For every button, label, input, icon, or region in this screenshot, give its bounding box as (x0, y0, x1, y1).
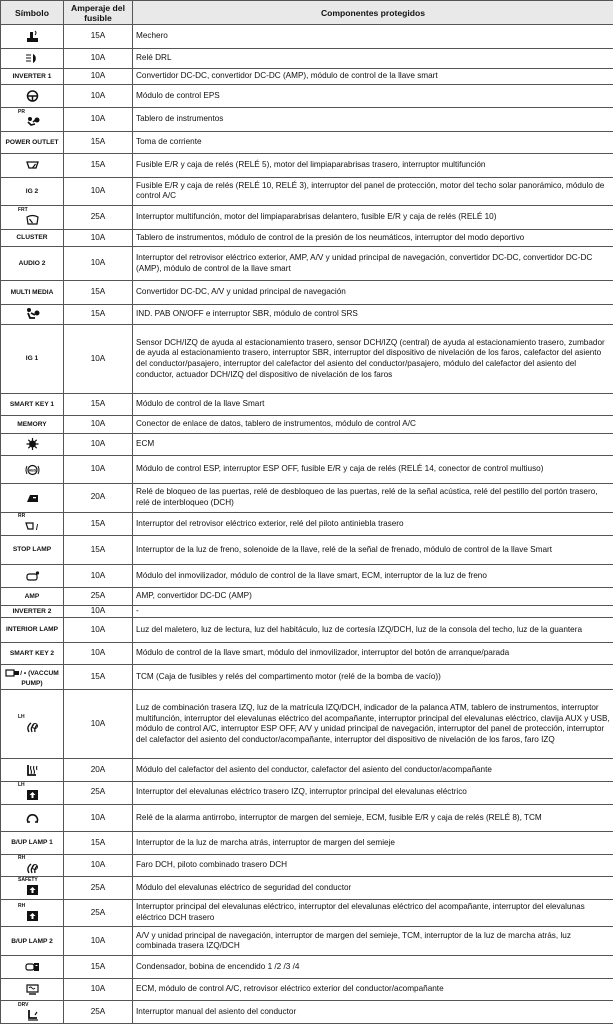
table-row (1, 154, 613, 178)
fuse-amperage: 10A (64, 433, 133, 456)
symbol-label: POWER OUTLET (5, 138, 59, 146)
fuse-symbol (1, 854, 64, 877)
table-row (1, 281, 613, 305)
protected-components: Interruptor manual del asiento del conductor (133, 1001, 613, 1024)
table-row (1, 854, 613, 877)
symbol-label: IG 2 (25, 187, 39, 195)
fuse-symbol (1, 832, 64, 855)
symbol-tag: RR (18, 513, 26, 520)
fuse-amperage: 25A (64, 206, 133, 230)
table-row (1, 927, 613, 956)
power-window-icon (25, 788, 40, 802)
fuse-amperage: 15A (64, 304, 133, 324)
protected-components: Módulo de control de la llave smart, módulo del inmovilizador, interruptor del botón de arranque/parada (133, 642, 613, 665)
protected-components: Interruptor multifunción, motor del limpiaparabrisas delantero, fusible E/R y caja de relés (RELÉ 10) (133, 206, 613, 230)
protected-components: Toma de corriente (133, 131, 613, 154)
fuse-amperage: 25A (64, 1001, 133, 1024)
protected-components: Módulo de control de la llave Smart (133, 393, 613, 416)
svg-text:/: / (35, 523, 38, 533)
ignition-coil-icon (25, 960, 40, 974)
fuse-symbol (1, 325, 64, 394)
fuse-amperage: 15A (64, 956, 133, 979)
protected-components: Interruptor principal del elevalunas eléctrico, interruptor del elevalunas eléctrico del acompañante, interruptor del elevalunas eléctrico DCH trasero (133, 899, 613, 927)
protected-components: Condensador, bobina de encendido 1 /2 /3 /4 (133, 956, 613, 979)
table-row (1, 131, 613, 154)
table-row (1, 665, 613, 690)
fuse-amperage: 10A (64, 605, 133, 617)
symbol-tag: PR (18, 108, 25, 115)
table-row (1, 177, 613, 206)
table-row (1, 304, 613, 324)
table-row (1, 956, 613, 979)
fuse-amperage: 10A (64, 247, 133, 281)
protected-components: Módulo de control ESP, interruptor ESP OFF, fusible E/R y caja de relés (RELÉ 14, conector de control multiuso) (133, 456, 613, 484)
fuse-symbol (1, 304, 64, 324)
symbol-label: CLUSTER (16, 234, 48, 242)
protected-components: Relé de la alarma antirrobo, interruptor de margen del semieje, ECM, fusible E/R y caja de relés (RELÉ 8), TCM (133, 804, 613, 832)
fuse-amperage: 10A (64, 177, 133, 206)
fuse-amperage: 20A (64, 483, 133, 512)
protected-components: ECM, módulo de control A/C, retrovisor eléctrico exterior del conductor/acompañante (133, 978, 613, 1001)
fuse-amperage: 15A (64, 512, 133, 536)
symbol-label: INVERTER 2 (12, 607, 52, 615)
symbol-label: IG 1 (25, 355, 39, 363)
fuse-symbol (1, 804, 64, 832)
fuse-amperage: 10A (64, 107, 133, 131)
rh-lamp-icon (25, 861, 40, 875)
table-row (1, 229, 613, 246)
header-symbol: Símbolo (1, 1, 64, 25)
table-row (1, 25, 613, 49)
symbol-label: MULTI MEDIA (10, 288, 54, 296)
tcm-icon (5, 666, 20, 680)
table-row (1, 588, 613, 605)
table-row (1, 689, 613, 759)
fuse-amperage: 10A (64, 85, 133, 108)
symbol-tag: RH (18, 854, 26, 861)
table-row (1, 781, 613, 804)
symbol-label: SMART KEY 2 (9, 649, 55, 657)
protected-components: Interruptor de la luz de freno, solenoide de la llave, relé de la señal de frenado, módulo de control de la llave Smart (133, 536, 613, 565)
abs-icon (25, 463, 40, 477)
fuse-amperage: 15A (64, 665, 133, 690)
protected-components: Conector de enlace de datos, tablero de instrumentos, módulo de control A/C (133, 416, 613, 433)
fuse-amperage: 15A (64, 536, 133, 565)
symbol-tag: SAFETY (18, 877, 38, 884)
symbol-tag: LH (18, 713, 25, 720)
fuse-symbol (1, 131, 64, 154)
fuse-symbol (1, 456, 64, 484)
fuse-symbol (1, 978, 64, 1001)
fuse-symbol (1, 956, 64, 979)
protected-components: Interruptor del retrovisor eléctrico exterior, AMP, A/V y unidad principal de navegación, convertidor DC-DC, convertidor DC-DC (AMP), módulo de control de la llave smart (133, 247, 613, 281)
fuse-amperage: 25A (64, 899, 133, 927)
table-row (1, 69, 613, 85)
protected-components: - (133, 605, 613, 617)
power-seat-icon (25, 1008, 40, 1022)
fuse-symbol (1, 1001, 64, 1024)
fuse-amperage: 10A (64, 48, 133, 68)
symbol-label: INTERIOR LAMP (5, 626, 59, 634)
protected-components: Fusible E/R y caja de relés (RELÉ 10, RELÉ 3), interruptor del panel de protección, motor del techo solar panorámico, módulo de control A/C (133, 177, 613, 206)
symbol-label: STOP LAMP (12, 546, 52, 554)
fuse-symbol (1, 25, 64, 49)
fuse-symbol (1, 247, 64, 281)
fuse-amperage: 25A (64, 781, 133, 804)
protected-components: Relé DRL (133, 48, 613, 68)
fuse-amperage: 10A (64, 69, 133, 85)
immobilizer-icon (25, 569, 40, 583)
fuse-amperage: 15A (64, 131, 133, 154)
table-row (1, 483, 613, 512)
table-row (1, 877, 613, 900)
protected-components: Convertidor DC-DC, convertidor DC-DC (AMP), módulo de control de la llave smart (133, 69, 613, 85)
fuse-symbol (1, 665, 64, 690)
protected-components: Faro DCH, piloto combinado trasero DCH (133, 854, 613, 877)
table-row (1, 618, 613, 643)
protected-components: Relé de bloqueo de las puertas, relé de desbloqueo de las puertas, relé de la señal acústica, relé del pestillo del portón trasero, relé de interbloqueo (DCH) (133, 483, 613, 512)
protected-components: Módulo del inmovilizador, módulo de control de la llave smart, ECM, interruptor de la luz de freno (133, 564, 613, 588)
protected-components: Módulo del calefactor del asiento del conductor, calefactor del asiento del conductor/acompañante (133, 759, 613, 782)
fuse-symbol (1, 899, 64, 927)
fuse-symbol (1, 642, 64, 665)
fuse-symbol (1, 605, 64, 617)
protected-components: A/V y unidad principal de navegación, interruptor de margen del semieje, TCM, interruptor de la luz de marcha atrás, luz combinada trasera IZQ/DCH (133, 927, 613, 956)
fuse-symbol (1, 281, 64, 305)
mirror-fog-icon (25, 519, 40, 533)
symbol-label: AUDIO 2 (18, 260, 46, 268)
fuse-amperage: 10A (64, 927, 133, 956)
protected-components: Interruptor de la luz de marcha atrás, interruptor de margen del semieje (133, 832, 613, 855)
protected-components: Interruptor del retrovisor eléctrico exterior, relé del piloto antiniebla trasero (133, 512, 613, 536)
ecm-icon (25, 437, 40, 451)
table-row (1, 48, 613, 68)
cigarette-lighter-icon (25, 29, 40, 43)
fuse-amperage: 15A (64, 281, 133, 305)
protected-components: Interruptor del elevalunas eléctrico trasero IZQ, interruptor principal del elevalunas eléctrico (133, 781, 613, 804)
fuse-amperage: 25A (64, 588, 133, 605)
rear-wiper-icon (25, 158, 40, 172)
passenger-airbag-icon (25, 115, 40, 129)
fuse-amperage: 10A (64, 689, 133, 759)
fuse-symbol (1, 393, 64, 416)
protected-components: ECM (133, 433, 613, 456)
lh-lamp-icon (25, 720, 40, 734)
fuse-amperage: 10A (64, 229, 133, 246)
fuse-symbol (1, 433, 64, 456)
front-wiper-icon (25, 213, 40, 227)
protected-components: Fusible E/R y caja de relés (RELÉ 5), motor del limpiaparabrisas trasero, interruptor multifunción (133, 154, 613, 178)
symbol-label: MEMORY (17, 420, 47, 428)
fuse-symbol (1, 229, 64, 246)
protected-components: Mechero (133, 25, 613, 49)
fuse-symbol (1, 69, 64, 85)
protected-components: IND. PAB ON/OFF e interruptor SBR, módulo de control SRS (133, 304, 613, 324)
table-row (1, 605, 613, 617)
fuse-amperage: 15A (64, 393, 133, 416)
table-row (1, 564, 613, 588)
table-row (1, 899, 613, 927)
eps-steering-icon (25, 89, 40, 103)
table-row (1, 85, 613, 108)
ecm-mirror-icon (25, 982, 40, 996)
table-row (1, 325, 613, 394)
table-row (1, 206, 613, 230)
power-window-icon (25, 909, 40, 923)
table-row (1, 1001, 613, 1024)
fuse-symbol (1, 618, 64, 643)
fuse-symbol (1, 107, 64, 131)
fuse-amperage: 15A (64, 25, 133, 49)
fuse-symbol (1, 206, 64, 230)
fuse-symbol (1, 588, 64, 605)
fuse-symbol (1, 48, 64, 68)
safety-window-icon (25, 883, 40, 897)
fuse-amperage: 25A (64, 877, 133, 900)
fuse-symbol (1, 877, 64, 900)
alarm-icon (25, 811, 40, 825)
fuse-symbol (1, 536, 64, 565)
symbol-tag: LH (18, 782, 25, 789)
protected-components: Luz del maletero, luz de lectura, luz del habitáculo, luz de cortesía IZQ/DCH, luz de la consola del techo, luz de la guantera (133, 618, 613, 643)
table-row (1, 433, 613, 456)
fuse-symbol (1, 154, 64, 178)
fuse-symbol (1, 781, 64, 804)
symbol-label: / • (VACCUM PUMP) (20, 670, 59, 688)
fuse-amperage: 10A (64, 564, 133, 588)
table-row (1, 832, 613, 855)
drl-lamp-icon (25, 51, 40, 65)
table-row (1, 759, 613, 782)
protected-components: Tablero de instrumentos, módulo de control de la presión de los neumáticos, interruptor del modo deportivo (133, 229, 613, 246)
symbol-tag: DRV (18, 1001, 29, 1008)
table-row (1, 456, 613, 484)
fuse-symbol (1, 512, 64, 536)
fuse-amperage: 10A (64, 416, 133, 433)
table-row (1, 416, 613, 433)
protected-components: Tablero de instrumentos (133, 107, 613, 131)
protected-components: Sensor DCH/IZQ de ayuda al estacionamiento trasero, sensor DCH/IZQ (central) de ayuda al estacionamiento trasero, zumbador de ayuda al estacionamiento trasero, interruptor SBR, interruptor del dispositivo de nivelación de los faros, calefactor del asiento del conductor/pasajero, interruptor del calefactor del asiento del conductor/pasajero, módulo del calefactor del asiento del conductor, actuador DCH/IZQ del dispositivo de nivelación de los faros (133, 325, 613, 394)
protected-components: Convertidor DC-DC, A/V y unidad principal de navegación (133, 281, 613, 305)
protected-components: Módulo de control EPS (133, 85, 613, 108)
fuse-symbol (1, 564, 64, 588)
fuse-amperage: 10A (64, 618, 133, 643)
fuse-amperage: 10A (64, 325, 133, 394)
fuse-amperage: 15A (64, 154, 133, 178)
fuse-amperage: 10A (64, 854, 133, 877)
airbag-icon (25, 307, 40, 321)
protected-components: AMP, convertidor DC-DC (AMP) (133, 588, 613, 605)
symbol-label: AMP (24, 592, 40, 600)
fuse-symbol (1, 177, 64, 206)
table-row (1, 393, 613, 416)
table-row (1, 107, 613, 131)
fuse-amperage: 10A (64, 456, 133, 484)
fuse-amperage: 10A (64, 642, 133, 665)
fuse-table-body (1, 25, 613, 1024)
table-row (1, 642, 613, 665)
fuse-amperage: 10A (64, 804, 133, 832)
fuse-symbol (1, 759, 64, 782)
fuse-amperage: 15A (64, 832, 133, 855)
table-row (1, 512, 613, 536)
header-amperage: Amperaje del fusible (64, 1, 133, 25)
fuse-symbol (1, 927, 64, 956)
fuse-amperage: 20A (64, 759, 133, 782)
door-lock-icon (25, 491, 40, 505)
fuse-symbol (1, 689, 64, 759)
table-header-row (1, 1, 613, 25)
protected-components: Luz de combinación trasera IZQ, luz de la matrícula IZQ/DCH, indicador de la palanca ATM, tablero de instrumentos, interruptor multifunción, interruptor del elevalunas eléctrico del acompañante, interruptor principal del elevalunas eléctrico, clavija AUX y USB, módulo de control A/C, interruptor ESP OFF, A/V y unidad principal de navegación, interruptor del panel de protección, interruptor del calefactor del asiento del conductor/acompañante, interruptor del dispositivo de nivelación de los faros, faro IZQ (133, 689, 613, 759)
symbol-tag: RH (18, 902, 26, 909)
symbol-label: B/UP LAMP 1 (11, 839, 53, 847)
table-row (1, 247, 613, 281)
fuse-symbol (1, 416, 64, 433)
symbol-label: SMART KEY 1 (9, 400, 55, 408)
svg-text:ABS: ABS (28, 468, 36, 473)
header-components: Componentes protegidos (133, 1, 613, 25)
table-row (1, 536, 613, 565)
fuse-symbol (1, 85, 64, 108)
protected-components: TCM (Caja de fusibles y relés del compartimento motor (relé de la bomba de vacío)) (133, 665, 613, 690)
table-row (1, 978, 613, 1001)
seat-heater-icon (25, 763, 40, 777)
table-row (1, 804, 613, 832)
symbol-label: INVERTER 1 (12, 73, 52, 81)
fuse-symbol (1, 483, 64, 512)
symbol-tag: FRT (18, 207, 28, 214)
fuse-amperage: 10A (64, 978, 133, 1001)
symbol-label: B/UP LAMP 2 (11, 937, 53, 945)
protected-components: Módulo del elevalunas eléctrico de seguridad del conductor (133, 877, 613, 900)
